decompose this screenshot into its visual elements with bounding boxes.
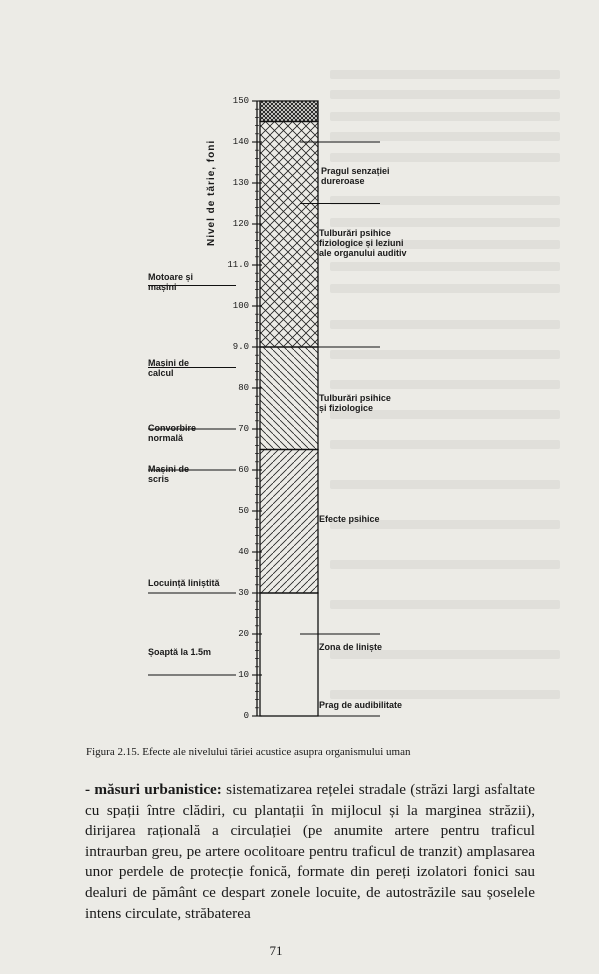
y-tick-label: 100 — [232, 301, 249, 311]
y-tick-label: 70 — [238, 424, 249, 434]
paragraph-text: sistematizarea rețelei stradale (străzi largi asfaltate cu spații între clădiri, cu plantații în mijlocul și la marginea străzii), dirijarea rațională a circulației (pe anumite artere pentru traficul intraurban greu, pe artere ocolitoare pentru traficul de tranzit) amplasarea unor perdele de protecție fonică, formate din pereți izolatori fonici sau dealuri de pământ ce despart zonele locuite, de autostrăzile sau șoselele intens circulate, străbaterea — [85, 781, 535, 922]
y-tick-label: 20 — [238, 629, 249, 639]
label-masini-calcul: Mașini de calcul — [148, 358, 190, 378]
axis-title: Nivel de tărie, foni — [206, 139, 217, 246]
band-4 — [260, 101, 318, 122]
body-paragraph — [85, 780, 535, 924]
label-locuinta: Locuință liniștită — [148, 578, 220, 588]
label-masini-scris: Mașini de scris — [148, 464, 190, 484]
y-tick-label: 80 — [238, 383, 249, 393]
label-soapta: Șoaptă la 1.5m — [148, 647, 212, 657]
y-tick-label: 50 — [238, 506, 249, 516]
band-1 — [260, 450, 318, 594]
figure-caption: Figura 2.15. Efecte ale nivelului tăriei acustice asupra organismului uman — [86, 746, 411, 758]
band-3 — [260, 122, 318, 348]
band-0 — [260, 593, 318, 716]
label-prag-audibilitate: Prag de audibilitate — [319, 700, 403, 710]
y-tick-label: 60 — [238, 465, 249, 475]
label-motoare: Motoare și mașini — [148, 272, 194, 292]
paragraph-lead: - măsuri urbanistice: — [85, 781, 222, 798]
y-tick-label: 9.0 — [232, 342, 249, 352]
y-tick-label: 10 — [238, 670, 249, 680]
y-tick-label: 130 — [232, 178, 249, 188]
y-tick-label: 150 — [232, 96, 249, 106]
y-tick-label: 120 — [232, 219, 249, 229]
label-tulburari-leziuni: Tulburări psihice fiziologice și leziuni ale organului auditiv — [319, 228, 407, 258]
label-efecte-psihice: Efecte psihice — [319, 514, 380, 524]
y-tick-label: 30 — [238, 588, 249, 598]
y-tick-label: 11.0 — [227, 260, 249, 270]
y-tick-label: 0 — [243, 711, 249, 721]
label-conversatie: Convorbire normală — [148, 423, 197, 443]
page-number: 71 — [269, 943, 283, 958]
band-2 — [260, 347, 318, 450]
y-tick-label: 140 — [232, 137, 249, 147]
y-tick-label: 40 — [238, 547, 249, 557]
label-tulburari-psihice: Tulburări psihice și fiziologice — [319, 393, 391, 413]
label-prag-durere: Pragul senzației dureroase — [321, 166, 390, 186]
label-zona-liniste: Zona de liniște — [319, 642, 383, 652]
